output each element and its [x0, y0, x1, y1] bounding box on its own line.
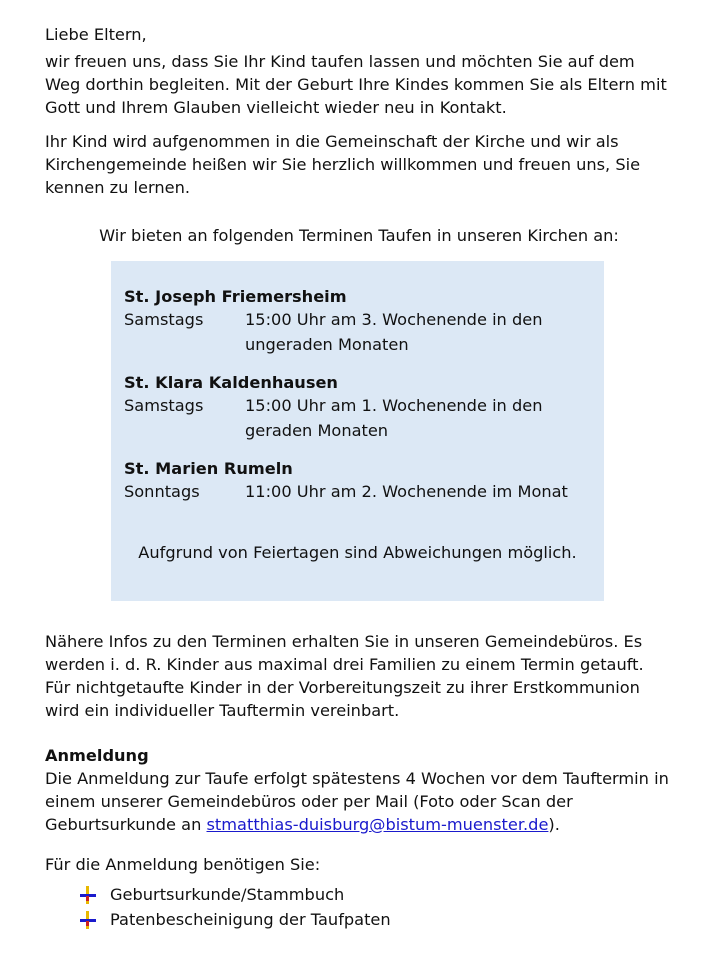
- intro-paragraph: wir freuen uns, dass Sie Ihr Kind taufen lassen und möchten Sie auf dem Weg dorthin begleiten. Mit der Geburt Ihre Kindes kommen Sie als Eltern mit Gott und Ihrem Glauben vielleicht wieder neu in Kontakt.: [45, 52, 667, 117]
- registration-text-before: Die Anmeldung zur Taufe erfolgt spätestens 4 Wochen vor dem Tauftermin in einem unserer Gemeindebüros oder per Mail (Foto oder Scan der Geburtsurkunde an: [45, 769, 669, 834]
- church-day: Samstags: [124, 396, 204, 415]
- needs-item-label: Geburtsurkunde/Stammbuch: [110, 885, 345, 904]
- church-name: St. Klara Kaldenhausen: [124, 373, 338, 392]
- info-paragraph: Nähere Infos zu den Terminen erhalten Sie in unseren Gemeindebüros. Es werden i. d. R. Kinder aus maximal drei Familien zu einem Termin getauft. Für nichtgetaufte Kinder in der Vorbereitungszeit zu ihrer Erstkommunion wird ein individueller Tauftermin vereinbart.: [45, 632, 644, 720]
- church-day: Sonntags: [124, 482, 200, 501]
- church-entry: [124, 285, 575, 357]
- list-item: [80, 907, 391, 932]
- welcome-paragraph: Ihr Kind wird aufgenommen in die Gemeinschaft der Kirche und wir als Kirchengemeinde heißen wir Sie herzlich willkommen und freuen uns, Sie kennen zu lernen.: [45, 132, 641, 197]
- needs-list: [80, 882, 391, 932]
- registration-text: [45, 767, 673, 836]
- cross-bullet-icon: [80, 885, 110, 905]
- holiday-note: Aufgrund von Feiertagen sind Abweichungen möglich.: [138, 543, 577, 562]
- list-item: [80, 882, 391, 907]
- offer-heading: Wir bieten an folgenden Terminen Taufen in unseren Kirchen an:: [99, 226, 619, 245]
- registration-title: Anmeldung: [45, 746, 149, 765]
- baptism-dates-box: [111, 261, 604, 601]
- cross-bullet-icon: [80, 910, 110, 930]
- church-time: 15:00 Uhr am 1. Wochenende in den geraden Monaten: [245, 396, 543, 440]
- church-entry: [124, 371, 575, 443]
- church-time: 15:00 Uhr am 3. Wochenende in den ungeraden Monaten: [245, 310, 543, 354]
- needs-item-label: Patenbescheinigung der Taufpaten: [110, 910, 391, 929]
- email-link[interactable]: stmatthias-duisburg@bistum-muenster.de: [206, 815, 549, 834]
- church-name: St. Marien Rumeln: [124, 459, 293, 478]
- church-name: St. Joseph Friemersheim: [124, 287, 347, 306]
- church-time: 11:00 Uhr am 2. Wochenende im Monat: [245, 482, 568, 501]
- registration-text-after: ).: [548, 815, 560, 834]
- needs-heading: Für die Anmeldung benötigen Sie:: [45, 855, 321, 874]
- greeting: Liebe Eltern,: [45, 25, 147, 44]
- church-entry: [124, 457, 605, 503]
- church-day: Samstags: [124, 310, 204, 329]
